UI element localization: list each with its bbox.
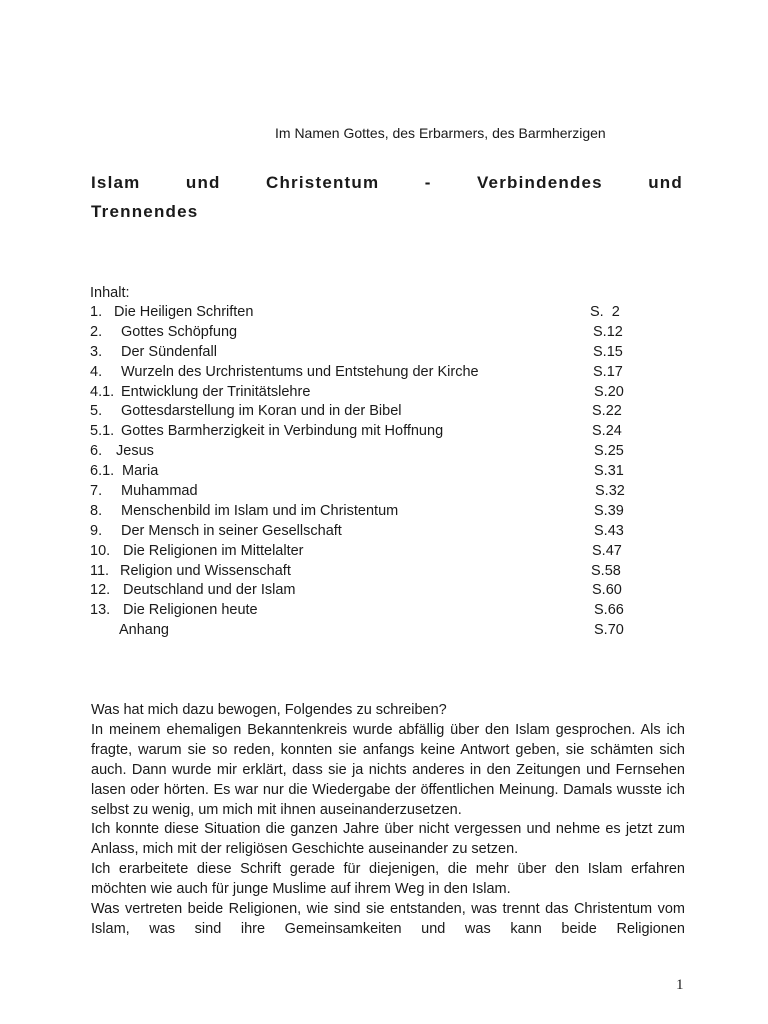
toc-item (90, 303, 650, 323)
toc-item (90, 383, 650, 403)
toc-item-page: S. 2 (590, 304, 620, 320)
body-paragraph: Ich konnte diese Situation die ganzen Jahre über nicht vergessen und nehme es jetzt zum Anlass, mich mit der religiösen Geschichte auseinander zu setzen. (91, 821, 685, 858)
toc-item-number: 4.1. (90, 383, 115, 400)
toc-item-label: Die Religionen heute (123, 602, 258, 619)
title-word: - (424, 173, 432, 192)
toc-item-number: 7. (90, 483, 103, 500)
basmala-line: Im Namen Gottes, des Erbarmers, des Barmherzigen (275, 125, 606, 141)
toc-item (90, 502, 650, 522)
page-number: 1 (676, 977, 684, 993)
toc-item-label: Maria (122, 463, 159, 480)
toc-item-number: 8. (90, 502, 103, 519)
toc-item-page: S.47 (592, 542, 622, 559)
toc-item-number: 1. (90, 304, 103, 320)
toc-item-label: Der Sündenfall (121, 343, 217, 360)
toc-item (90, 462, 650, 482)
toc-item-label: Deutschland und der Islam (123, 582, 296, 599)
toc-item-label: Gottesdarstellung im Koran und in der Bibel (121, 403, 402, 420)
toc-item-page: S.22 (592, 403, 622, 420)
toc-item-page: S.70 (594, 622, 624, 639)
title-word: und (648, 173, 683, 192)
toc-item (90, 581, 650, 601)
toc-item-number: 3. (90, 343, 103, 360)
toc-item-number: 6.1. (90, 463, 115, 480)
body-paragraph: Was vertreten beide Religionen, wie sind sie entstanden, was trennt das Christentum vom Islam, was sind ihre Gemeinsamkeiten und was kann beide Religionen (91, 901, 685, 937)
title-line-2: Trennendes (91, 202, 199, 221)
toc-item-page: S.17 (593, 363, 623, 380)
toc-item (90, 363, 650, 383)
toc-item-number: 10. (90, 542, 111, 559)
toc-item-number: 5.1. (90, 423, 115, 440)
toc-item-label: Entwicklung der Trinitätslehre (121, 383, 311, 400)
toc-item-page: S.43 (594, 522, 624, 539)
toc-item-label: Die Heiligen Schriften (114, 304, 254, 320)
toc-item (90, 601, 650, 621)
toc-item-number: 11. (90, 562, 110, 579)
toc-item-label: Religion und Wissenschaft (120, 562, 291, 579)
toc-item (90, 482, 650, 502)
toc-item-label: Anhang (119, 622, 169, 639)
toc-item-number: 9. (90, 522, 103, 539)
toc-item (90, 562, 650, 582)
body-paragraph: Was hat mich dazu bewogen, Folgendes zu schreiben? (91, 702, 447, 718)
toc-item-number: 2. (90, 323, 103, 340)
toc-item-page: S.39 (594, 502, 624, 519)
title-word: Verbindendes (476, 173, 603, 192)
toc-item-page: S.58 (591, 562, 621, 579)
toc-item (90, 442, 650, 462)
toc-item-page: S.60 (592, 582, 622, 599)
title-word: und (185, 173, 221, 192)
toc-item-page: S.15 (593, 343, 623, 360)
toc-item-page: S.20 (594, 383, 624, 400)
toc-item-page: S.66 (594, 602, 624, 619)
title-line-1 (91, 168, 683, 197)
toc-item-page: S.32 (595, 483, 625, 500)
toc-item-label: Jesus (116, 443, 154, 460)
toc-item (90, 522, 650, 542)
toc-item-number: 4. (90, 363, 103, 380)
toc-item-number: 6. (90, 443, 103, 460)
toc-item (90, 422, 650, 442)
toc-item-number: 5. (90, 403, 103, 420)
toc-item-number: 13. (90, 602, 111, 619)
toc-item-label: Gottes Barmherzigkeit in Verbindung mit Hoffnung (121, 423, 444, 440)
intro-text (91, 701, 685, 940)
toc-item-label: Die Religionen im Mittelalter (123, 542, 304, 559)
toc-item-label: Gottes Schöpfung (121, 323, 238, 340)
toc-item-page: S.24 (592, 423, 622, 440)
body-paragraph: In meinem ehemaligen Bekanntenkreis wurde abfällig über den Islam gesprochen. Als ich fragte, warum sie so reden, konnten sie anfangs keine Antwort geben, sie schämten sich auch. Dann wurde mir erklärt, dass sie ja nichts anderes in den Zeitungen und Fernsehen lasen oder hörten. Es war nur die Wiedergabe der öffentlichen Meinung. Damals wusste ich selbst zu wenig, um mich mit ihnen auseinanderzusetzen. (91, 721, 685, 818)
table-of-contents (90, 283, 650, 641)
toc-item (90, 323, 650, 343)
document-title (91, 168, 683, 226)
toc-item-label: Menschenbild im Islam und im Christentum (121, 502, 399, 519)
toc-heading: Inhalt: (90, 285, 130, 301)
toc-item (90, 343, 650, 363)
body-paragraph: Ich erarbeitete diese Schrift gerade für diejenigen, die mehr über den Islam erfahren möchten wie auch für junge Muslime auf ihrem Weg in den Islam. (91, 861, 685, 898)
toc-item-label: Muhammad (121, 483, 198, 500)
toc-item (90, 542, 650, 562)
toc-item-page: S.12 (593, 323, 623, 340)
toc-item-number: 12. (90, 582, 111, 599)
toc-item-label: Der Mensch in seiner Gesellschaft (121, 522, 342, 539)
toc-item-label: Wurzeln des Urchristentums und Entstehung der Kirche (121, 363, 479, 380)
toc-item (90, 402, 650, 422)
toc-item (90, 621, 650, 641)
toc-item-page: S.31 (594, 463, 624, 480)
toc-list (90, 303, 650, 641)
toc-item-page: S.25 (594, 443, 624, 460)
title-word: Christentum (266, 173, 380, 192)
title-word: Islam (91, 173, 141, 192)
